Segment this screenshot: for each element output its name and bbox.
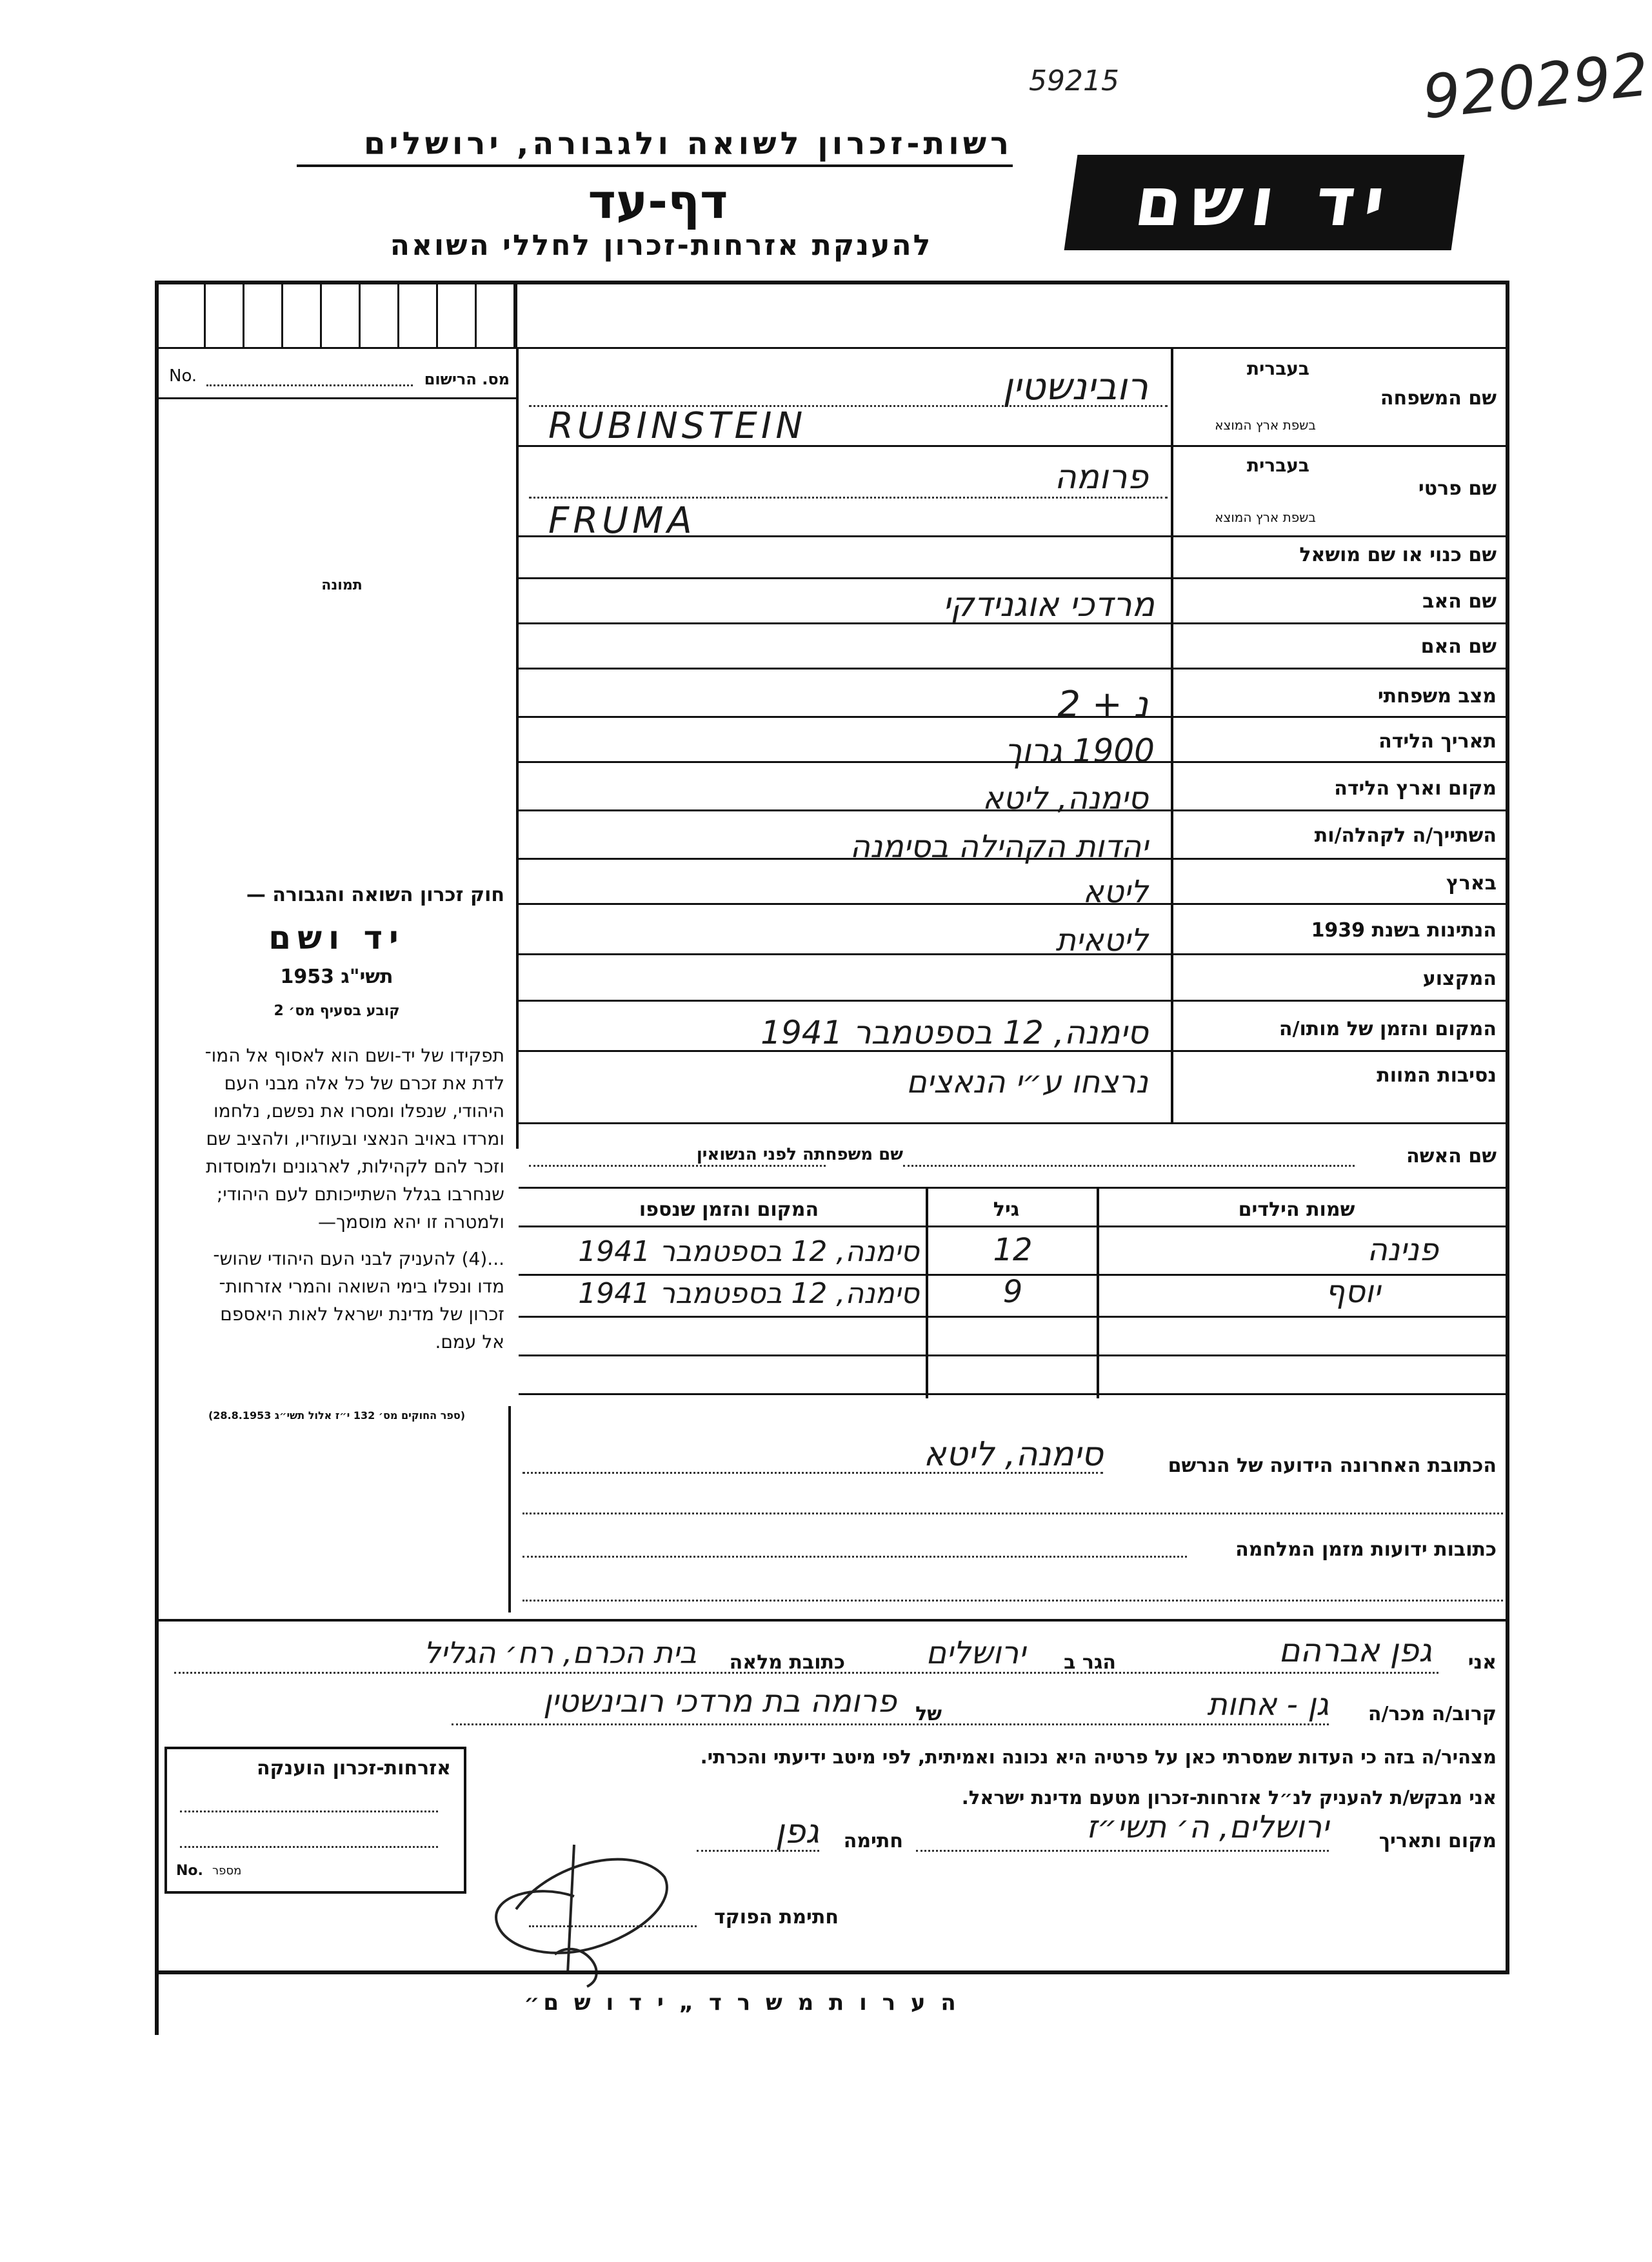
- last-address-label: הכתובת האחרונה הידועה של הנרשם: [1168, 1454, 1497, 1477]
- address-dots-2: [522, 1513, 1503, 1514]
- stamp-title: אזרחות-זכרון הוענקה: [256, 1757, 451, 1780]
- family-hebrew-label: בעברית: [1246, 358, 1309, 379]
- address-full-label: כתובת מלאה: [729, 1651, 845, 1674]
- place-date-dots: [916, 1850, 1329, 1852]
- label-col-divider: [1171, 349, 1173, 1123]
- family-name-he-value: רובינשטין: [1002, 364, 1148, 408]
- country-label: בארץ: [1446, 872, 1497, 895]
- stamp-no-label: No.: [176, 1863, 203, 1879]
- last-address-dots: [522, 1472, 1103, 1474]
- first-dots: [529, 497, 1168, 499]
- family-name-origin-value: RUBINSTEIN: [548, 405, 807, 447]
- law-year: תשי"ג 1953: [280, 966, 393, 988]
- first-name-he-value: פרומה: [1054, 458, 1148, 497]
- first-hebrew-label: בעברית: [1246, 455, 1309, 476]
- authority-title: רשות-זכרון לשואה ולגבורה, ירושלים: [363, 126, 1013, 162]
- form-subtitle: להענקת אזרחות-זכרון לחללי השואה: [390, 229, 933, 262]
- children-row-3: [519, 1354, 1506, 1356]
- relation-label: קרוב/ה מכר/ה: [1368, 1703, 1497, 1725]
- citizenship-stamp-box: [164, 1747, 466, 1894]
- children-header-bottom: [519, 1225, 1506, 1227]
- official-signature-label: חתימת הפוקד: [714, 1906, 839, 1929]
- declarant-name: גפן אברהם: [1279, 1632, 1432, 1669]
- registry-dots: [206, 384, 413, 386]
- child-1-age: 12: [993, 1232, 1033, 1268]
- birth-place-value: סימנה, ליטא: [982, 780, 1148, 817]
- birth-place-label: מקום וארץ הלידה: [1334, 777, 1497, 800]
- law-name: יד ושם: [268, 919, 405, 957]
- wife-dots: [903, 1165, 1355, 1167]
- stamp-no-heb: מספר: [212, 1864, 242, 1878]
- maiden-name-label: שם משפחתה לפני הנשואין: [696, 1145, 903, 1164]
- last-address-value: סימנה, ליטא: [923, 1435, 1103, 1474]
- row-line-5: [519, 668, 1506, 670]
- first-name-label: שם פרטי: [1418, 477, 1497, 500]
- archive-number: 59215: [1029, 64, 1119, 97]
- children-header-place: המקום והזמן שנספו: [639, 1198, 819, 1221]
- birth-date-label: תאריך הלידה: [1378, 730, 1497, 753]
- authority-underline: [297, 164, 1013, 167]
- country-value: ליטא: [1082, 874, 1148, 910]
- request-text: אני מבקש/ת להעניק לנ״ל אזרחות-זכרון מטעם מדינת ישראל.: [961, 1787, 1497, 1809]
- registry-grid: [159, 284, 517, 349]
- father-label: שם האב: [1422, 590, 1497, 613]
- left-panel-lower-divider: [508, 1406, 511, 1612]
- children-header-names: שמות הילדים: [1238, 1198, 1355, 1221]
- children-header-age: גיל: [993, 1198, 1020, 1221]
- family-origin-label: בשפת ארץ המוצא: [1215, 417, 1316, 433]
- signature-dots: [697, 1850, 819, 1852]
- child-2-name: יוסף: [1325, 1274, 1380, 1310]
- of-label: של: [915, 1703, 942, 1725]
- father-value: מרדכי אוגנידקי: [942, 586, 1155, 624]
- children-col-2: [926, 1189, 928, 1398]
- row-line-14: [519, 1122, 1506, 1124]
- declarant-line-1: [174, 1672, 1438, 1674]
- frame-left: [155, 281, 159, 2035]
- resides-label: הגר ב: [1064, 1651, 1116, 1674]
- frame-right: [1506, 281, 1509, 1970]
- row-line-3: [519, 577, 1506, 579]
- photo-label: תמונה: [321, 577, 363, 593]
- grid-bottom: [159, 347, 1506, 349]
- death-cause-label: נסיבות המוות: [1377, 1064, 1497, 1087]
- declarant-top: [159, 1619, 1506, 1622]
- i-label: אני: [1468, 1651, 1497, 1674]
- child-1-name: פנינה: [1367, 1232, 1438, 1268]
- child-2-place: סימנה, 12 בספטמבר 1941: [578, 1277, 919, 1310]
- row-line-12: [519, 1000, 1506, 1002]
- child-1-place: סימנה, 12 בספטמבר 1941: [578, 1235, 919, 1268]
- declarant-address: בית הכרם, רח׳ הגליל: [423, 1635, 697, 1670]
- death-place-label: המקום והזמן של מותו/ה: [1279, 1018, 1497, 1040]
- law-section: קובע בסעיף מס׳ 2: [274, 1003, 400, 1019]
- form-title: דף-עד: [588, 174, 728, 230]
- of-name-value: פרומה בת מרדכי רובינשטין: [542, 1683, 897, 1720]
- declaration-text: מצהיר/ה בזה כי העדות שמסרתי כאן על פרטיה היא נכונה ואמיתית, לפי מיטב ידיעתי והכרתי.: [700, 1746, 1497, 1768]
- registry-bottom: [159, 397, 517, 399]
- children-col-1: [1097, 1189, 1099, 1398]
- death-place-value: סימנה, 12 בספטמבר 1941: [761, 1014, 1148, 1051]
- left-col-divider: [516, 349, 519, 1149]
- declarant-city: ירושלים: [926, 1635, 1026, 1671]
- family-name-label: שם המשפחה: [1380, 387, 1497, 410]
- relation-value: גן - אחות: [1207, 1687, 1329, 1723]
- marital-label: מצב משפחתי: [1377, 685, 1497, 708]
- place-date-value: ירושלים, ה׳ תשי״ז: [1086, 1809, 1329, 1845]
- nationality-value: ליטאית: [1055, 922, 1148, 958]
- marital-value: נ + 2: [1057, 684, 1148, 726]
- children-row-2: [519, 1316, 1506, 1318]
- child-2-age: 9: [1002, 1274, 1023, 1310]
- war-address-label: כתובות ידועות מזמן המלחמה: [1235, 1538, 1497, 1561]
- signature-label: חתימה: [843, 1830, 903, 1852]
- yad-vashem-logo: [1064, 155, 1465, 250]
- registry-label: מס. הרישום: [424, 370, 510, 388]
- law-title: חוק זכרון השואה והגבורה —: [246, 884, 504, 906]
- registry-no-label: No.: [169, 366, 197, 386]
- footer-notes: ה ע ר ו ת מ ש ר ד „ י ד ו ש ם״: [524, 1990, 960, 2016]
- maiden-dots: [529, 1165, 826, 1167]
- law-text: תפקידו של יד-ושם הוא לאסוף אל המו־ לדת את זכרם של כל אלה מבני העם היהודי, שנפלו ומסרו את נפשם, נלחמו ומרדו באויב הנאצי ובעוזריו, ולהציב שם וזכר להם לקהילות, לארגונים ולמוסדות שנחרבו בגלל השתייכותם לעם היהודי; ולמטרה זו יהא מוסמך— ...(4) להעניק לבני העם היהודי שהוש־ מדו ונפלו בימי השואה והמרי אזרחות־ זכרון של מדינת ישראל לאות היאספם אל עמם.: [204, 1045, 504, 1353]
- children-row-4: [519, 1393, 1506, 1395]
- declarant-line-2: [452, 1723, 1329, 1725]
- birth-date-value: 1900 גרוך: [1004, 732, 1155, 769]
- community-value: יהדות הקהילה בסימנה: [850, 829, 1148, 865]
- war-address-dots: [522, 1556, 1187, 1558]
- death-cause-value: נרצחו ע״י הנאצים: [906, 1064, 1148, 1100]
- law-reference: (ספר החוקים מס׳ 132 י״ז אלול תשי״ג 28.8.1953): [208, 1409, 466, 1422]
- spouse-bottom: [519, 1187, 1506, 1189]
- nationality-label: הנתינות בשנת 1939: [1311, 919, 1497, 942]
- logo-text: יד ושם: [1130, 163, 1399, 241]
- signature-value: גפן: [775, 1812, 819, 1851]
- nickname-label: שם כנוי או שם מושאל: [1299, 544, 1497, 566]
- page-number: 920292: [1419, 39, 1652, 133]
- first-name-origin-value: FRUMA: [548, 500, 696, 542]
- address-dots-3: [522, 1600, 1503, 1602]
- place-date-label: מקום ותאריך: [1378, 1830, 1497, 1852]
- mother-label: שם האם: [1420, 635, 1497, 658]
- first-origin-label: בשפת ארץ המוצא: [1215, 510, 1316, 525]
- profession-label: המקצוע: [1422, 967, 1497, 990]
- wife-label: שם האשה: [1406, 1145, 1497, 1167]
- footer-top-line: [155, 1970, 1509, 1974]
- community-label: השתייך/ה לקהלה/ות: [1314, 824, 1497, 847]
